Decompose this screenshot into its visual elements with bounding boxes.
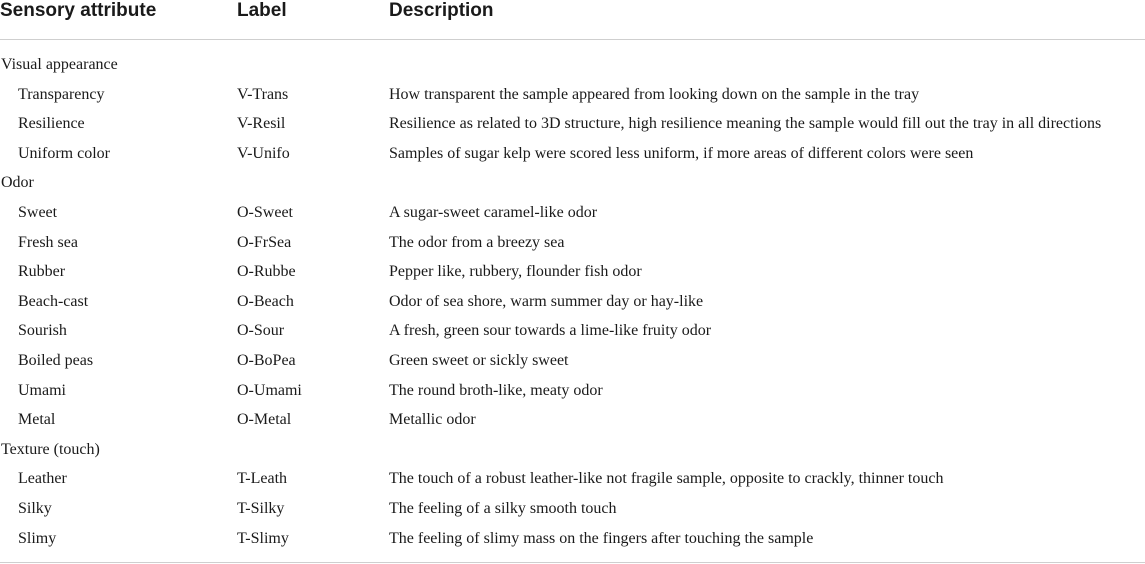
attribute-cell: Beach-cast bbox=[18, 292, 89, 310]
attribute-cell: Sourish bbox=[18, 322, 67, 340]
section-row bbox=[0, 173, 1145, 203]
label-cell: V-Resil bbox=[237, 115, 286, 133]
label-cell: O-Beach bbox=[237, 292, 294, 310]
section-heading: Visual appearance bbox=[1, 56, 118, 73]
attribute-cell: Sweet bbox=[18, 204, 58, 221]
table-row bbox=[0, 410, 1145, 440]
label-cell: O-Sour bbox=[237, 322, 285, 340]
label-cell: T-Slimy bbox=[237, 529, 289, 547]
label-cell: T-Leath bbox=[237, 470, 288, 488]
description-cell: Resilience as related to 3D structure, high resilience meaning the sample would fill out the tray in all directions bbox=[389, 115, 1102, 133]
attribute-cell: Slimy bbox=[18, 529, 57, 547]
header-label: Label bbox=[237, 0, 287, 21]
attribute-cell: Silky bbox=[18, 500, 52, 517]
attribute-cell: Boiled peas bbox=[18, 352, 94, 369]
description-cell: Green sweet or sickly sweet bbox=[389, 352, 569, 369]
attribute-cell: Leather bbox=[18, 470, 67, 488]
label-cell: O-Metal bbox=[237, 411, 292, 429]
table-row bbox=[0, 144, 1145, 174]
label-cell: O-Rubbe bbox=[237, 263, 296, 281]
label-cell: O-Sweet bbox=[237, 204, 293, 221]
attribute-cell: Resilience bbox=[18, 115, 85, 133]
header-sensory-attribute: Sensory attribute bbox=[0, 0, 157, 21]
description-cell: How transparent the sample appeared from looking down on the sample in the tray bbox=[389, 85, 920, 103]
section-row bbox=[0, 440, 1145, 470]
label-cell: O-FrSea bbox=[237, 233, 292, 251]
label-cell: T-Silky bbox=[237, 500, 285, 517]
description-cell: Metallic odor bbox=[389, 411, 476, 429]
description-cell: A fresh, green sour towards a lime-like fruity odor bbox=[389, 322, 712, 340]
header-description: Description bbox=[389, 0, 494, 21]
label-cell: V-Unifo bbox=[237, 144, 290, 162]
table-row bbox=[0, 499, 1145, 529]
table-row bbox=[0, 529, 1145, 559]
table-row bbox=[0, 381, 1145, 411]
table-row bbox=[0, 292, 1145, 322]
table-row bbox=[0, 262, 1145, 292]
table-header bbox=[0, 0, 1145, 39]
section-heading: Texture (touch) bbox=[1, 440, 100, 458]
section-row bbox=[0, 55, 1145, 85]
table-row bbox=[0, 321, 1145, 351]
attribute-cell: Transparency bbox=[18, 85, 105, 103]
header-divider bbox=[0, 39, 1145, 40]
attribute-cell: Fresh sea bbox=[18, 233, 78, 251]
description-cell: The odor from a breezy sea bbox=[389, 233, 565, 251]
section-heading: Odor bbox=[1, 174, 34, 192]
description-cell: A sugar-sweet caramel-like odor bbox=[389, 204, 598, 221]
table-row bbox=[0, 203, 1145, 233]
label-cell: O-BoPea bbox=[237, 352, 296, 369]
description-cell: Pepper like, rubbery, flounder fish odor bbox=[389, 263, 642, 281]
attribute-cell: Uniform color bbox=[18, 144, 110, 162]
description-cell: The feeling of slimy mass on the fingers after touching the sample bbox=[389, 529, 814, 547]
label-cell: O-Umami bbox=[237, 381, 302, 399]
description-cell: The round broth-like, meaty odor bbox=[389, 381, 603, 399]
attribute-cell: Metal bbox=[18, 411, 56, 429]
label-cell: V-Trans bbox=[237, 85, 289, 103]
table-row bbox=[0, 85, 1145, 115]
table-bottom-divider bbox=[0, 562, 1145, 563]
attribute-cell: Umami bbox=[18, 381, 66, 399]
table-row bbox=[0, 351, 1145, 381]
table-row bbox=[0, 469, 1145, 499]
description-cell: Samples of sugar kelp were scored less uniform, if more areas of different colors were seen bbox=[389, 144, 974, 162]
description-cell: The touch of a robust leather-like not fragile sample, opposite to crackly, thinner touch bbox=[389, 470, 944, 488]
description-cell: The feeling of a silky smooth touch bbox=[389, 500, 617, 517]
table-row bbox=[0, 114, 1145, 144]
table-row bbox=[0, 233, 1145, 263]
attribute-cell: Rubber bbox=[18, 263, 66, 281]
description-cell: Odor of sea shore, warm summer day or hay-like bbox=[389, 292, 704, 310]
